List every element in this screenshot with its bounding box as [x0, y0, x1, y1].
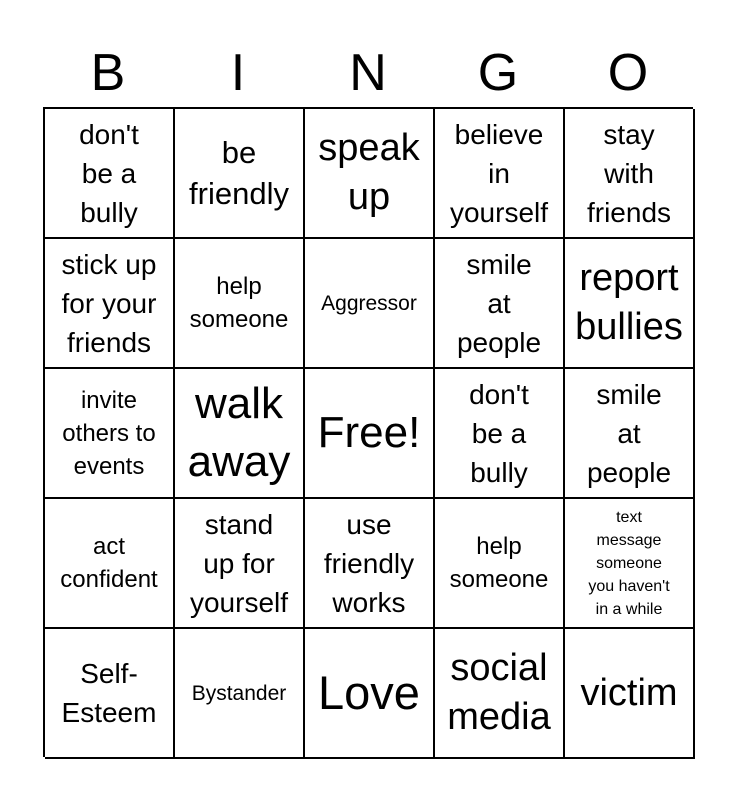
free-space-text: Free!	[317, 408, 421, 457]
bingo-header	[43, 40, 693, 106]
bingo-cell-r4-c5[interactable]	[565, 499, 695, 629]
bingo-cell-r3-c1[interactable]	[45, 369, 175, 499]
cell-text: help someone	[449, 533, 549, 593]
cell-text: smile at people	[456, 248, 542, 358]
bingo-cell-r2-c1[interactable]	[45, 239, 175, 369]
cell-text: victim	[580, 671, 678, 714]
bingo-cell-r1-c2[interactable]	[175, 109, 305, 239]
bingo-cell-r3-c5[interactable]	[565, 369, 695, 499]
cell-text: don't be a bully	[79, 118, 139, 228]
bingo-grid	[43, 107, 693, 757]
cell-text: stick up for your friends	[61, 248, 157, 358]
cell-text: Aggressor	[321, 291, 417, 315]
cell-text: act confident	[60, 533, 158, 593]
bingo-cell-r3-c2[interactable]	[175, 369, 305, 499]
bingo-cell-r1-c3[interactable]	[305, 109, 435, 239]
bingo-cell-r1-c5[interactable]	[565, 109, 695, 239]
cell-text: Bystander	[191, 681, 287, 705]
bingo-cell-r2-c2[interactable]	[175, 239, 305, 369]
bingo-cell-r1-c4[interactable]	[435, 109, 565, 239]
bingo-cell-r5-c2[interactable]	[175, 629, 305, 759]
cell-text: be friendly	[189, 135, 289, 211]
cell-text: speak up	[318, 127, 420, 218]
header-letter-n: N	[349, 44, 387, 102]
cell-text: text message someone you haven't in a while	[588, 508, 670, 618]
bingo-cell-r2-c5[interactable]	[565, 239, 695, 369]
bingo-cell-r4-c3[interactable]	[305, 499, 435, 629]
bingo-cell-free[interactable]	[305, 369, 435, 499]
bingo-cell-r2-c3[interactable]	[305, 239, 435, 369]
bingo-cell-r3-c4[interactable]	[435, 369, 565, 499]
bingo-cell-r4-c2[interactable]	[175, 499, 305, 629]
bingo-cell-r5-c4[interactable]	[435, 629, 565, 759]
cell-text: Love	[318, 666, 420, 719]
bingo-cell-r5-c5[interactable]	[565, 629, 695, 759]
cell-text: use friendly works	[323, 508, 415, 618]
cell-text: help someone	[189, 273, 289, 333]
cell-text: stand up for yourself	[189, 508, 289, 618]
cell-text: Self- Esteem	[61, 658, 157, 728]
cell-text: believe in yourself	[449, 118, 549, 228]
cell-text: smile at people	[586, 378, 672, 488]
cell-text: social media	[447, 647, 551, 738]
cell-text: report bullies	[575, 257, 683, 348]
header-letter-i: I	[230, 44, 246, 102]
bingo-cell-r2-c4[interactable]	[435, 239, 565, 369]
bingo-cell-r5-c1[interactable]	[45, 629, 175, 759]
cell-text: invite others to events	[62, 386, 156, 480]
bingo-cell-r4-c4[interactable]	[435, 499, 565, 629]
header-letter-b: B	[90, 44, 126, 102]
header-letter-g: G	[477, 44, 519, 102]
cell-text: walk away	[187, 379, 291, 486]
cell-text: don't be a bully	[469, 378, 529, 488]
bingo-cell-r1-c1[interactable]	[45, 109, 175, 239]
bingo-cell-r5-c3[interactable]	[305, 629, 435, 759]
cell-text: stay with friends	[586, 118, 672, 228]
header-letter-o: O	[607, 44, 649, 102]
bingo-cell-r4-c1[interactable]	[45, 499, 175, 629]
